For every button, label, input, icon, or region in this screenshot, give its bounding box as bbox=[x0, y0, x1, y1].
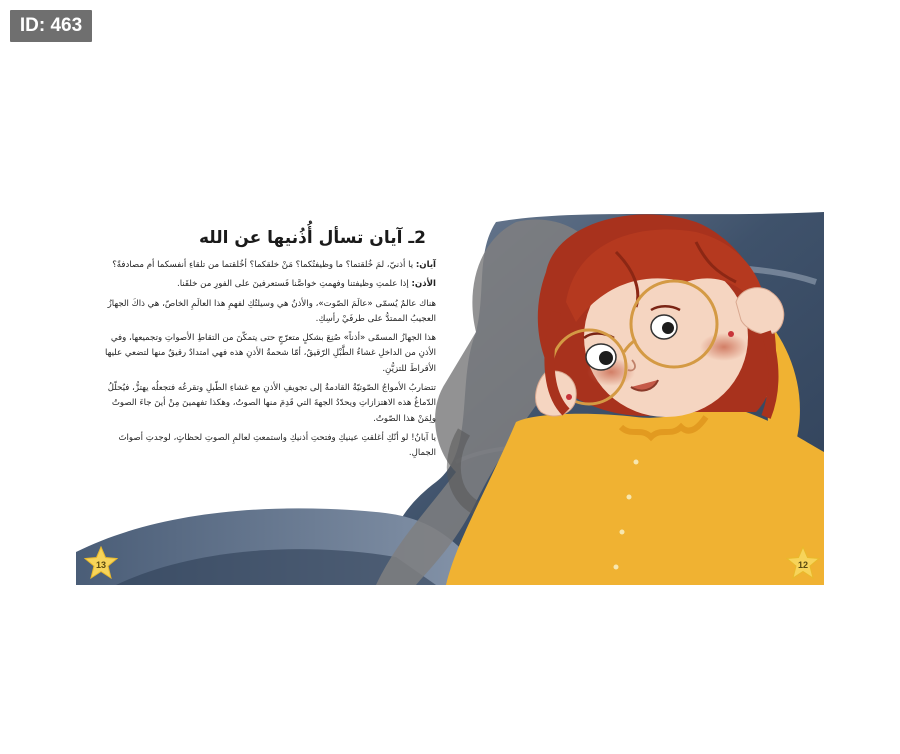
page-number-right bbox=[786, 546, 820, 580]
page-number-left bbox=[84, 546, 118, 580]
story-text bbox=[96, 224, 436, 466]
paragraph-question bbox=[96, 258, 436, 273]
paragraph-answer bbox=[96, 277, 436, 292]
paragraph-text: يا أذنيّ، لمَ خُلقتما؟ ما وظيفتُكما؟ مَنْ خلقكما؟ أخُلقتما من تلقاءِ أنفسكما أم مصادفةً؟ bbox=[112, 260, 414, 270]
paragraph-text: إذا علمتِ وظيفتنا وفهمتِ خواصَّنا فَستعرفينَ على الفورِ من خلقَنا. bbox=[176, 279, 409, 290]
paragraph: هذا الجهازُ المسمّى «أذناً» صُنِعَ بشكلٍ متعرّجٍ حتى يتمكّنَ من التقاطِ الأصواتِ وتجميعها، وفي الأذنِ من الداخلِ غشاءُ الطَّبْلِ الرّقيقُ، أمّا شحمةُ الأذنِ هذه فهي امتدادٌ رقيقٌ منها لتضعي عليها الأقراطَ للتزيُّنِ. bbox=[105, 333, 436, 374]
page-number-text: 12 bbox=[797, 559, 808, 570]
speaker-label: الأذن: bbox=[411, 279, 436, 290]
paragraph: تتضاربُ الأمواجُ الصّوتيّةُ القادمةُ إلى تجويفِ الأذنِ مع غشاءِ الطّبلِ وتقرعُه فتجعلُه يهتزُّ، فيُحلّلُ الدّماغُ هذه الاهتزازاتِ ويحدّدُ الجهةَ التي قَدِمَ منها الصوتُ، وهكذا تفهمينَ مِنْ أينَ جاءَ الصوتُ ولِمَنْ هذا الصّوتُ. bbox=[107, 383, 436, 424]
book-spread bbox=[76, 212, 824, 585]
id-badge: ID: 463 bbox=[10, 10, 92, 42]
paragraph: هناك عالمٌ يُسمّى «عالَمَ الصّوت»، والأذنُ هي وسيلتُكِ لفهمِ هذا العالَمِ الخاصّ، هي ذاكَ الجهازُ العجيبُ الممتدُّ على طرفَيْ رأسِكِ. bbox=[107, 298, 436, 324]
paragraph: يا آيانُ! لو أنّكِ أغلقتِ عينيكِ وفتحتِ أذنيكِ واستمعتِ لعالمِ الصوتِ لحظاتٍ، لوجدتِ أصواتَ الجمالِ. bbox=[118, 432, 436, 459]
speaker-label: آيان: bbox=[415, 260, 436, 270]
page-number-text: 13 bbox=[95, 559, 106, 570]
chapter-title: 2ـ آيان تسأل أُذُنيها عن الله bbox=[198, 228, 426, 248]
